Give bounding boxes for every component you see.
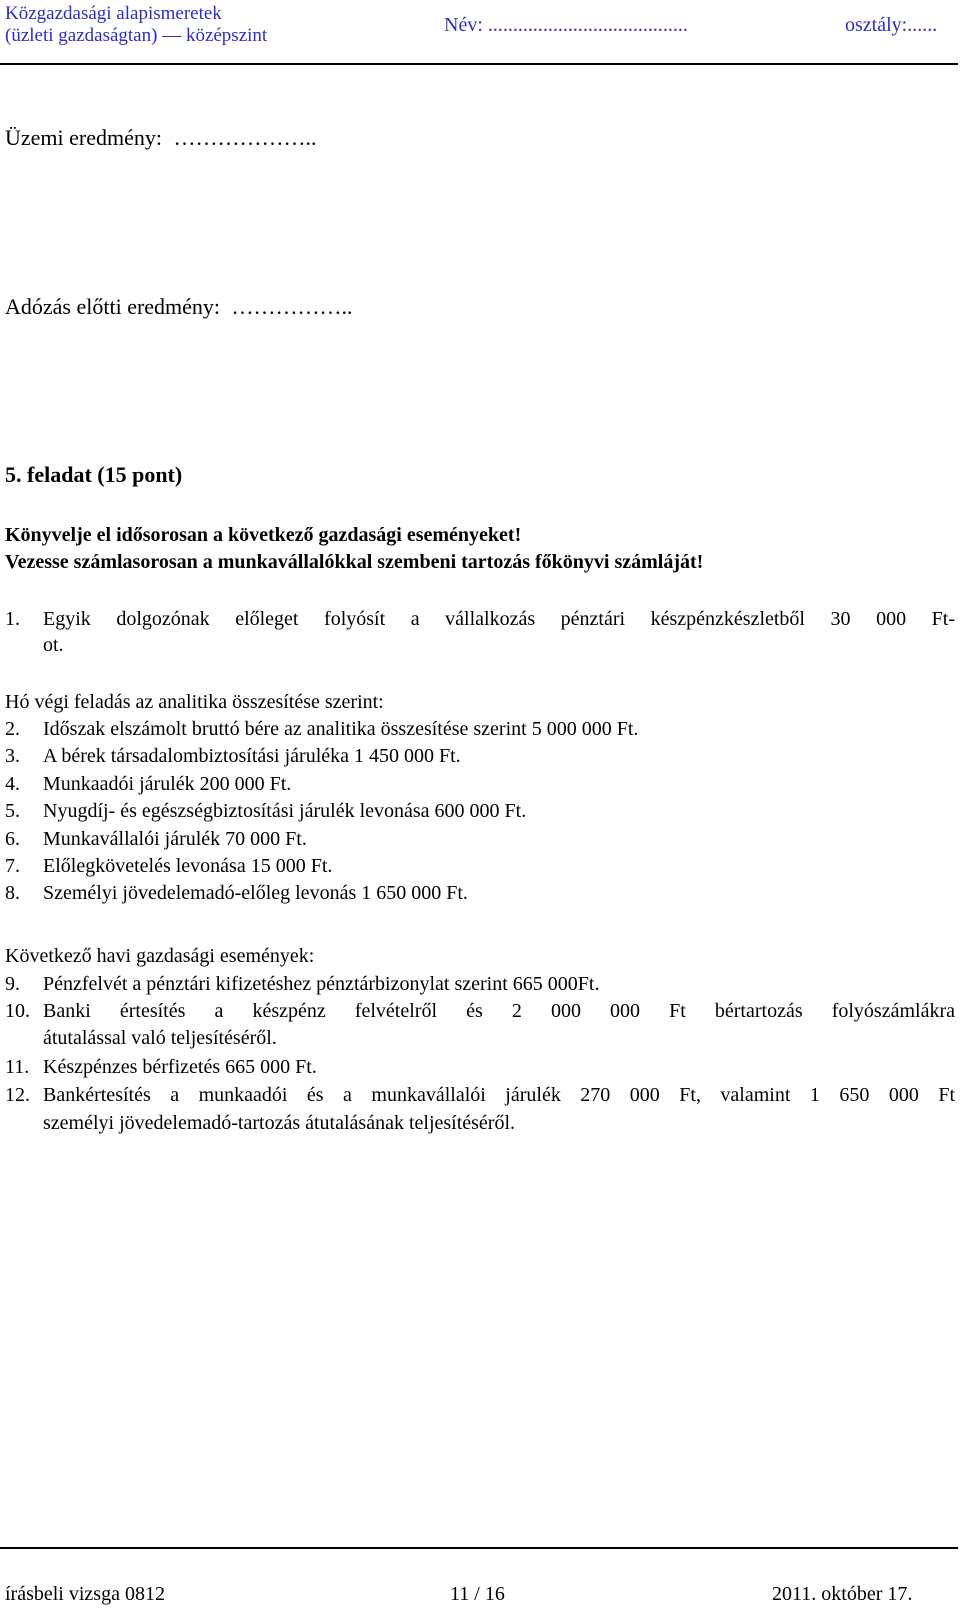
- item-10-line-1: Banki értesítés a készpénz felvételről és 2 000 000 Ft bértartozás folyószámlákra: [43, 1000, 955, 1022]
- item-12-line-2: személyi jövedelemadó-tartozás átutalásának teljesítéséről.: [43, 1112, 516, 1134]
- next-month-heading: Következő havi gazdasági események:: [5, 945, 315, 967]
- list-item-number: 5.: [5, 800, 20, 822]
- list-item-number: 6.: [5, 828, 20, 850]
- task-instruction-2: Vezesse számlasorosan a munkavállalókkal szembeni tartozás főkönyvi számláját!: [5, 551, 704, 573]
- footer-divider: [0, 1547, 958, 1549]
- list-item-number: 4.: [5, 773, 20, 795]
- list-item-text: Munkaadói járulék 200 000 Ft.: [43, 773, 292, 795]
- header-subject-line1: Közgazdasági alapismeretek: [5, 3, 222, 24]
- pre-tax-result-label: Adózás előtti eredmény:: [5, 294, 221, 319]
- task-instruction-1: Könyvelje el idősorosan a következő gazdasági eseményeket!: [5, 524, 522, 546]
- header-name-field: Név: ........................................: [444, 14, 688, 36]
- month-end-heading: Hó végi feladás az analitika összesítése szerint:: [5, 691, 384, 713]
- pre-tax-result-dots: ……………..: [231, 294, 353, 319]
- item-12-line-1: Bankértesítés a munkaadói és a munkavállalói járulék 270 000 Ft, valamint 1 650 000 Ft: [43, 1084, 955, 1106]
- operating-result-dots: ………………..: [173, 125, 317, 150]
- list-item-number: 2.: [5, 718, 20, 740]
- item-11-text: Készpénzes bérfizetés 665 000 Ft.: [43, 1056, 317, 1078]
- list-item-text: Előlegkövetelés levonása 15 000 Ft.: [43, 855, 333, 877]
- task-title: 5. feladat (15 pont): [5, 462, 183, 487]
- list-item-text: Személyi jövedelemadó-előleg levonás 1 650 000 Ft.: [43, 882, 468, 904]
- footer-date: 2011. október 17.: [772, 1583, 913, 1605]
- item-11-number: 11.: [5, 1056, 30, 1078]
- footer-exam: írásbeli vizsga 0812: [5, 1583, 165, 1605]
- header-subject-line2: (üzleti gazdaságtan) — középszint: [5, 25, 268, 46]
- list-item-number: 3.: [5, 745, 20, 767]
- item-12-number: 12.: [5, 1084, 30, 1106]
- item-9-number: 9.: [5, 973, 20, 995]
- header-class-field: osztály:......: [845, 14, 938, 36]
- item-1-line-2: ot.: [43, 634, 64, 656]
- footer-page-number: 11 / 16: [450, 1583, 505, 1605]
- pre-tax-result-line: [5, 293, 353, 321]
- list-item-number: 8.: [5, 882, 20, 904]
- item-1-number: 1.: [5, 608, 20, 630]
- list-item-text: Nyugdíj- és egészségbiztosítási járulék levonása 600 000 Ft.: [43, 800, 527, 822]
- list-item-text: Munkavállalói járulék 70 000 Ft.: [43, 828, 307, 850]
- list-item-text: Időszak elszámolt bruttó bére az analitika összesítése szerint 5 000 000 Ft.: [43, 718, 639, 740]
- list-item-number: 7.: [5, 855, 20, 877]
- item-10-line-2: átutalással való teljesítéséről.: [43, 1027, 277, 1049]
- header-divider: [0, 63, 958, 65]
- item-1-line-1: Egyik dolgozónak előleget folyósít a vállalkozás pénztári készpénzkészletből 30 000 Ft-: [43, 608, 955, 630]
- item-10-number: 10.: [5, 1000, 30, 1022]
- item-9-text: Pénzfelvét a pénztári kifizetéshez pénztárbizonylat szerint 665 000Ft.: [43, 973, 600, 995]
- operating-result-label: Üzemi eredmény:: [5, 125, 162, 150]
- operating-result-line: [5, 124, 317, 152]
- list-item-text: A bérek társadalombiztosítási járuléka 1 450 000 Ft.: [43, 745, 461, 767]
